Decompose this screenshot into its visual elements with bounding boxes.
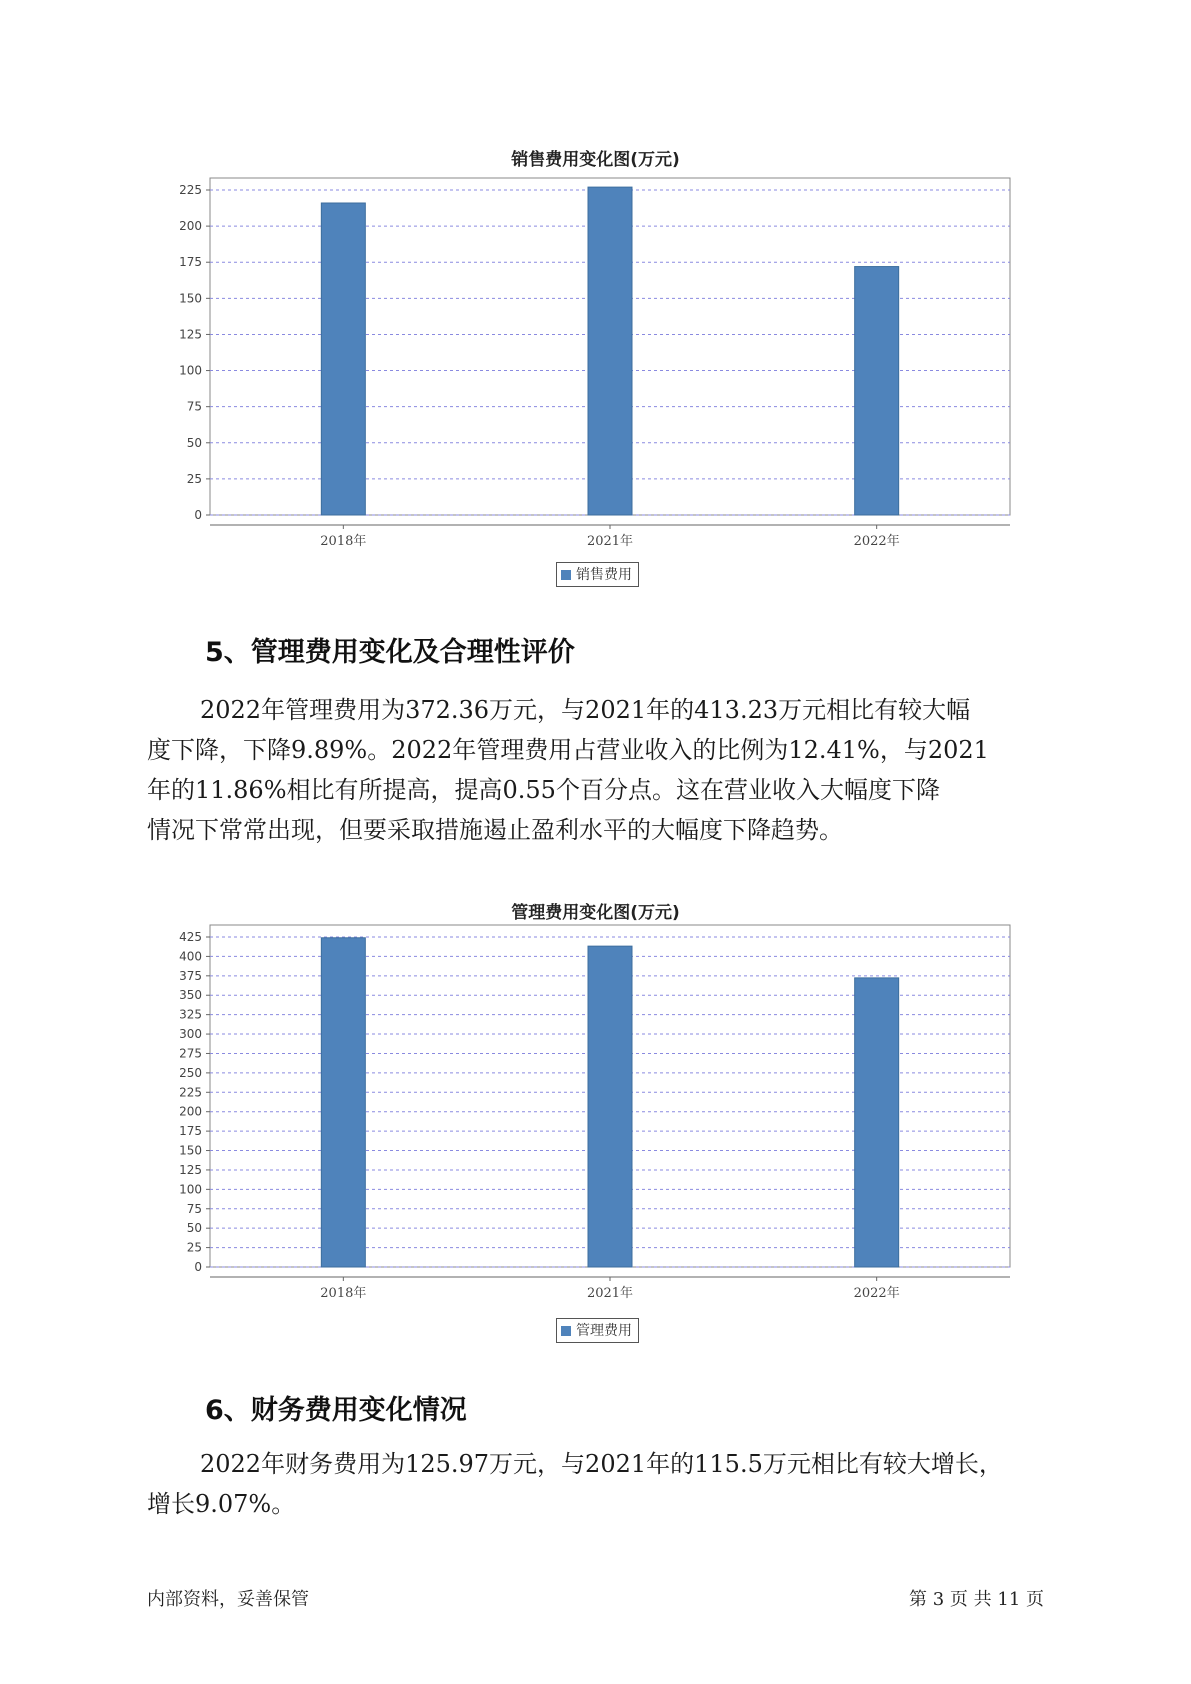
y-tick-label: 400 xyxy=(179,949,202,964)
y-tick-label: 25 xyxy=(186,1240,202,1255)
paragraph-line: 年的11.86%相比有所提高，提高0.55个百分点。这在营业收入大幅度下降 xyxy=(147,776,940,804)
legend-swatch xyxy=(561,1326,571,1336)
chart-legend xyxy=(556,1318,639,1343)
y-tick-label: 0 xyxy=(194,1260,202,1274)
paragraph-line: 情况下常常出现，但要采取措施遏止盈利水平的大幅度下降趋势。 xyxy=(147,816,843,844)
paragraph-line: 度下降，下降9.89%。2022年管理费用占营业收入的比例为12.41%，与2021 xyxy=(147,736,989,764)
legend-label: 销售费用 xyxy=(576,567,632,583)
y-tick-label: 125 xyxy=(179,1162,202,1177)
chart-title: 销售费用变化图(万元) xyxy=(511,150,680,170)
x-tick-label: 2022年 xyxy=(853,534,900,549)
x-tick-label: 2022年 xyxy=(853,1286,900,1301)
y-tick-label: 75 xyxy=(186,1201,202,1216)
y-tick-label: 150 xyxy=(179,1143,202,1158)
y-tick-label: 75 xyxy=(186,399,202,414)
paragraph-line: 增长9.07%。 xyxy=(147,1490,296,1518)
y-tick-label: 250 xyxy=(179,1065,202,1080)
paragraph xyxy=(147,1444,1077,1524)
paragraph-line: 2022年管理费用为372.36万元，与2021年的413.23万元相比有较大幅 xyxy=(200,696,971,724)
section-heading: 6、财务费用变化情况 xyxy=(205,1395,467,1426)
y-tick-label: 375 xyxy=(179,968,202,983)
y-tick-label: 50 xyxy=(186,435,202,450)
y-tick-label: 100 xyxy=(179,363,202,378)
x-tick-label: 2021年 xyxy=(586,534,634,549)
y-tick-label: 175 xyxy=(179,1124,202,1139)
section-heading: 5、管理费用变化及合理性评价 xyxy=(205,637,575,668)
bar xyxy=(588,946,632,1267)
bar xyxy=(855,978,899,1267)
y-tick-label: 325 xyxy=(179,1007,202,1022)
y-tick-label: 100 xyxy=(179,1182,202,1197)
legend-label: 管理费用 xyxy=(576,1323,632,1339)
y-tick-label: 200 xyxy=(179,1104,202,1119)
x-tick-label: 2018年 xyxy=(320,534,367,549)
y-tick-label: 0 xyxy=(194,508,202,522)
x-tick-label: 2021年 xyxy=(586,1286,634,1301)
footer-page-number: 第 3 页 共 11 页 xyxy=(909,1589,1044,1610)
x-tick-label: 2018年 xyxy=(320,1286,367,1301)
y-tick-label: 175 xyxy=(179,255,202,270)
y-tick-label: 300 xyxy=(179,1027,202,1042)
y-tick-label: 25 xyxy=(186,471,202,486)
y-tick-label: 200 xyxy=(179,219,202,234)
chart-title: 管理费用变化图(万元) xyxy=(511,903,680,923)
y-tick-label: 225 xyxy=(179,183,202,197)
paragraph-line: 2022年财务费用为125.97万元，与2021年的115.5万元相比有较大增长， xyxy=(200,1450,1003,1478)
y-tick-label: 125 xyxy=(179,327,202,342)
y-tick-label: 275 xyxy=(179,1046,202,1061)
footer-confidential-note: 内部资料，妥善保管 xyxy=(147,1589,309,1610)
bar xyxy=(321,938,365,1267)
y-tick-label: 425 xyxy=(179,930,202,944)
y-tick-label: 150 xyxy=(179,291,202,306)
y-tick-label: 350 xyxy=(179,988,202,1003)
y-tick-label: 50 xyxy=(186,1221,202,1236)
y-tick-label: 225 xyxy=(179,1085,202,1100)
